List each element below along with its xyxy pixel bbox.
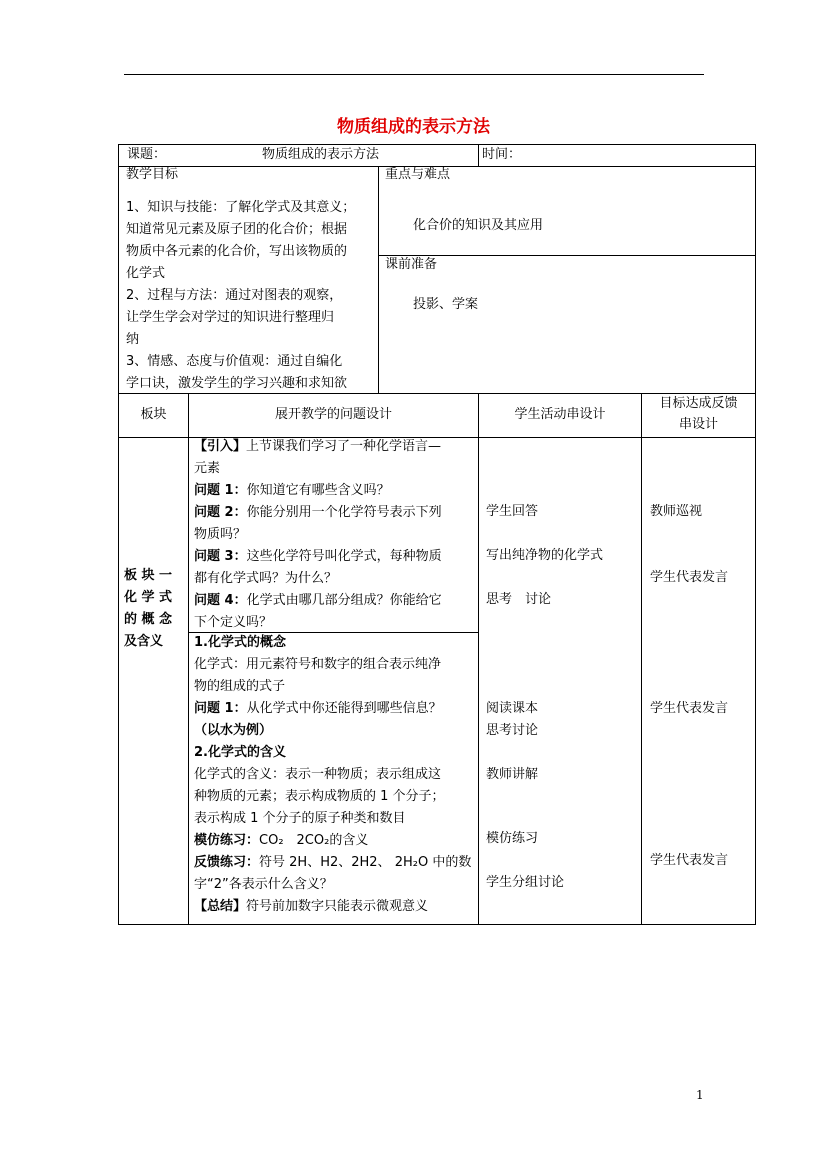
meaning-line-1: 化学式的含义：表示一种物质；表示组成这 [194,767,442,782]
question-3-label: 问题 3： [194,549,247,564]
question-2 [194,502,442,524]
intro-line [194,436,442,458]
definition-line-1: 化学式：用元素符号和数字的组合表示纯净 [194,657,442,672]
goals-line: 知道常见元素及原子团的化合价；根据 [126,222,348,237]
section-label-line: 的 概 念 [124,612,173,627]
activity-imitate: 模仿练习 [486,831,539,846]
prep-content: 投影、学案 [413,297,479,312]
question-2-text: 你能分别用一个化学符号表示下列 [246,505,442,520]
activity-group: 学生分组讨论 [486,875,565,890]
feedback-exercise-cont: 字“2”各表示什么含义？ [194,877,333,892]
question-4-cont: 下个定义吗？ [194,615,273,630]
part2-content [194,632,471,918]
section-label-line: 化 学 式 [124,590,173,605]
goals-line: 纳 [126,332,140,347]
col-header-2-label: 展开教学的问题设计 [274,407,392,422]
question-3-cont: 都有化学式吗？为什么？ [194,571,338,586]
part2-question-1-cont: （以水为例） [194,723,273,738]
question-4-text: 化学式由哪几部分组成？你能给它 [246,593,442,608]
activity-read: 阅读课本 [486,701,539,716]
summary [194,896,471,918]
goals-heading: 教学目标 [126,167,179,182]
feedback-patrol: 教师巡视 [650,504,703,519]
question-1 [194,480,442,502]
topic-value: 物质组成的表示方法 [262,147,380,162]
feedback-speak-2: 学生代表发言 [650,853,729,868]
question-3 [194,546,442,568]
activity-teacher: 教师讲解 [486,767,539,782]
col-header-4-line2: 串设计 [678,417,718,432]
goals-line: 1、知识与技能：了解化学式及其意义； [126,200,356,215]
question-3-text: 这些化学符号叫化学式，每种物质 [246,549,442,564]
question-4 [194,590,442,612]
imitate-label: 模仿练习： [194,833,260,848]
goals-line: 2、过程与方法：通过对图表的观察， [126,288,343,303]
part2-question-1-text: 从化学式中你还能得到哪些信息？ [246,701,442,716]
col-header-4-line1: 目标达成反馈 [659,396,738,411]
concept-heading: 1.化学式的概念 [194,635,286,650]
imitate-exercise [194,830,471,852]
part2-question-1 [194,698,471,720]
question-4-label: 问题 4： [194,593,247,608]
imitate-text: CO₂ 2CO₂的含义 [259,833,369,848]
page-number: 1 [696,1088,704,1102]
goals-line: 物质中各元素的化合价，写出该物质的 [126,244,348,259]
activity-write: 写出纯净物的化学式 [486,548,604,563]
prep-heading: 课前准备 [385,257,438,272]
meaning-line-2: 种物质的元素；表示构成物质的 1 个分子； [194,789,445,804]
feedback-speak-1: 学生代表发言 [650,701,729,716]
section-label [124,565,172,653]
feedback-speak: 学生代表发言 [650,570,729,585]
feedback-exercise-label: 反馈练习： [194,855,260,870]
intro-text: 上节课我们学习了一种化学语言— [246,439,442,454]
keypoints-content: 化合价的知识及其应用 [413,218,544,233]
header-rule [124,74,704,75]
summary-text: 符号前加数字只能表示微观意义 [246,899,429,914]
feedback-exercise [194,852,471,874]
page-title: 物质组成的表示方法 [337,117,490,137]
question-2-label: 问题 2： [194,505,247,520]
goals-line: 学口诀，激发学生的学习兴趣和求知欲 [126,376,348,391]
definition-line-2: 物的组成的式子 [194,679,286,694]
section-label-line: 及含义 [124,634,164,649]
part2-question-1-label: 问题 1： [194,701,247,716]
feedback-exercise-text: 符号 2H、H2、2H2、 2H₂O 中的数 [259,855,472,870]
section-label-cell [118,437,189,925]
meaning-line-3: 表示构成 1 个分子的原子种类和数目 [194,811,406,826]
col-header-3-label: 学生活动串设计 [514,407,606,422]
intro-mark: 【引入】 [194,439,247,454]
intro-line-2: 元素 [194,461,221,476]
goals-line: 3、情感、态度与价值观：通过自编化 [126,354,343,369]
keypoints-heading: 重点与难点 [385,167,451,182]
question-2-cont: 物质吗？ [194,527,247,542]
section-label-line: 板 块 一 [124,568,173,583]
question-1-label: 问题 1： [194,483,247,498]
goals-text [126,197,355,395]
activity-think: 思考 讨论 [486,592,552,607]
meaning-heading: 2.化学式的含义 [194,745,286,760]
question-1-text: 你知道它有哪些含义吗？ [246,483,390,498]
goals-line: 化学式 [126,266,166,281]
topic-label: 课题： [127,147,167,162]
time-label: 时间： [482,147,522,162]
goals-line: 让学生学会对学过的知识进行整理归 [126,310,335,325]
activity-discuss: 思考讨论 [486,723,539,738]
col-header-1-label: 板块 [140,407,167,422]
summary-label: 【总结】 [194,899,247,914]
part1-questions [194,436,442,634]
activity-answer: 学生回答 [486,504,539,519]
